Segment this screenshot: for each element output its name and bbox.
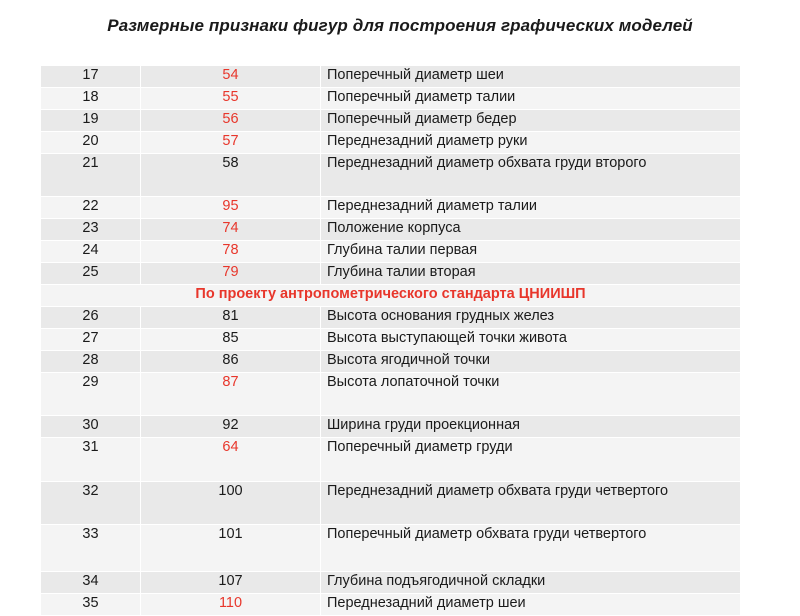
feature-description: Высота ягодичной точки: [321, 351, 741, 373]
feature-code: 101: [141, 525, 321, 572]
row-number: 32: [41, 482, 141, 525]
row-number: 35: [41, 594, 141, 616]
feature-description: Высота основания грудных желез: [321, 307, 741, 329]
feature-code: 95: [141, 197, 321, 219]
row-number: 19: [41, 110, 141, 132]
row-number: 34: [41, 572, 141, 594]
table-row: [41, 572, 741, 594]
feature-code: 110: [141, 594, 321, 616]
row-number: 27: [41, 329, 141, 351]
feature-description: Глубина подъягодичной складки: [321, 572, 741, 594]
feature-description: Переднезадний диаметр руки: [321, 132, 741, 154]
row-number: 28: [41, 351, 141, 373]
feature-code: 64: [141, 438, 321, 482]
feature-description: Поперечный диаметр бедер: [321, 110, 741, 132]
row-number: 29: [41, 373, 141, 416]
table-row: [41, 88, 741, 110]
table-row: [41, 241, 741, 263]
feature-description: Переднезадний диаметр обхвата груди второго: [321, 154, 741, 197]
feature-description: Переднезадний диаметр обхвата груди четвертого: [321, 482, 741, 525]
row-number: 23: [41, 219, 141, 241]
feature-code: 85: [141, 329, 321, 351]
row-number: 31: [41, 438, 141, 482]
row-number: 33: [41, 525, 141, 572]
feature-code: 78: [141, 241, 321, 263]
feature-code: 87: [141, 373, 321, 416]
section-label: По проекту антропометрического стандарта ЦНИИШП: [41, 285, 741, 307]
feature-code: 56: [141, 110, 321, 132]
feature-description: Переднезадний диаметр талии: [321, 197, 741, 219]
row-number: 21: [41, 154, 141, 197]
table-row: [41, 66, 741, 88]
table-row: [41, 594, 741, 616]
feature-description: Положение корпуса: [321, 219, 741, 241]
feature-code: 58: [141, 154, 321, 197]
table-row: [41, 263, 741, 285]
row-number: 22: [41, 197, 141, 219]
feature-description: Поперечный диаметр обхвата груди четвертого: [321, 525, 741, 572]
feature-description: Высота лопаточной точки: [321, 373, 741, 416]
row-number: 18: [41, 88, 141, 110]
table-row: [41, 154, 741, 197]
feature-code: 86: [141, 351, 321, 373]
section-header-row: [41, 285, 741, 307]
table-row: [41, 219, 741, 241]
table-row: [41, 110, 741, 132]
feature-code: 55: [141, 88, 321, 110]
feature-code: 100: [141, 482, 321, 525]
dimensions-table: [40, 65, 741, 616]
page-title: Размерные признаки фигур для построения графических моделей: [107, 16, 693, 35]
feature-description: Поперечный диаметр шеи: [321, 66, 741, 88]
row-number: 26: [41, 307, 141, 329]
table-row: [41, 132, 741, 154]
feature-description: Поперечный диаметр талии: [321, 88, 741, 110]
feature-code: 92: [141, 416, 321, 438]
table-row: [41, 307, 741, 329]
feature-description: Глубина талии первая: [321, 241, 741, 263]
feature-code: 57: [141, 132, 321, 154]
row-number: 30: [41, 416, 141, 438]
table-row: [41, 373, 741, 416]
row-number: 17: [41, 66, 141, 88]
table-row: [41, 351, 741, 373]
table-row: [41, 197, 741, 219]
table-row: [41, 482, 741, 525]
row-number: 20: [41, 132, 141, 154]
table-row: [41, 416, 741, 438]
feature-description: Глубина талии вторая: [321, 263, 741, 285]
feature-description: Ширина груди проекционная: [321, 416, 741, 438]
feature-code: 54: [141, 66, 321, 88]
feature-description: Переднезадний диаметр шеи: [321, 594, 741, 616]
row-number: 24: [41, 241, 141, 263]
feature-code: 79: [141, 263, 321, 285]
table-row: [41, 525, 741, 572]
feature-code: 107: [141, 572, 321, 594]
table-row: [41, 329, 741, 351]
table-row: [41, 438, 741, 482]
feature-description: Поперечный диаметр груди: [321, 438, 741, 482]
feature-code: 81: [141, 307, 321, 329]
feature-code: 74: [141, 219, 321, 241]
row-number: 25: [41, 263, 141, 285]
feature-description: Высота выступающей точки живота: [321, 329, 741, 351]
